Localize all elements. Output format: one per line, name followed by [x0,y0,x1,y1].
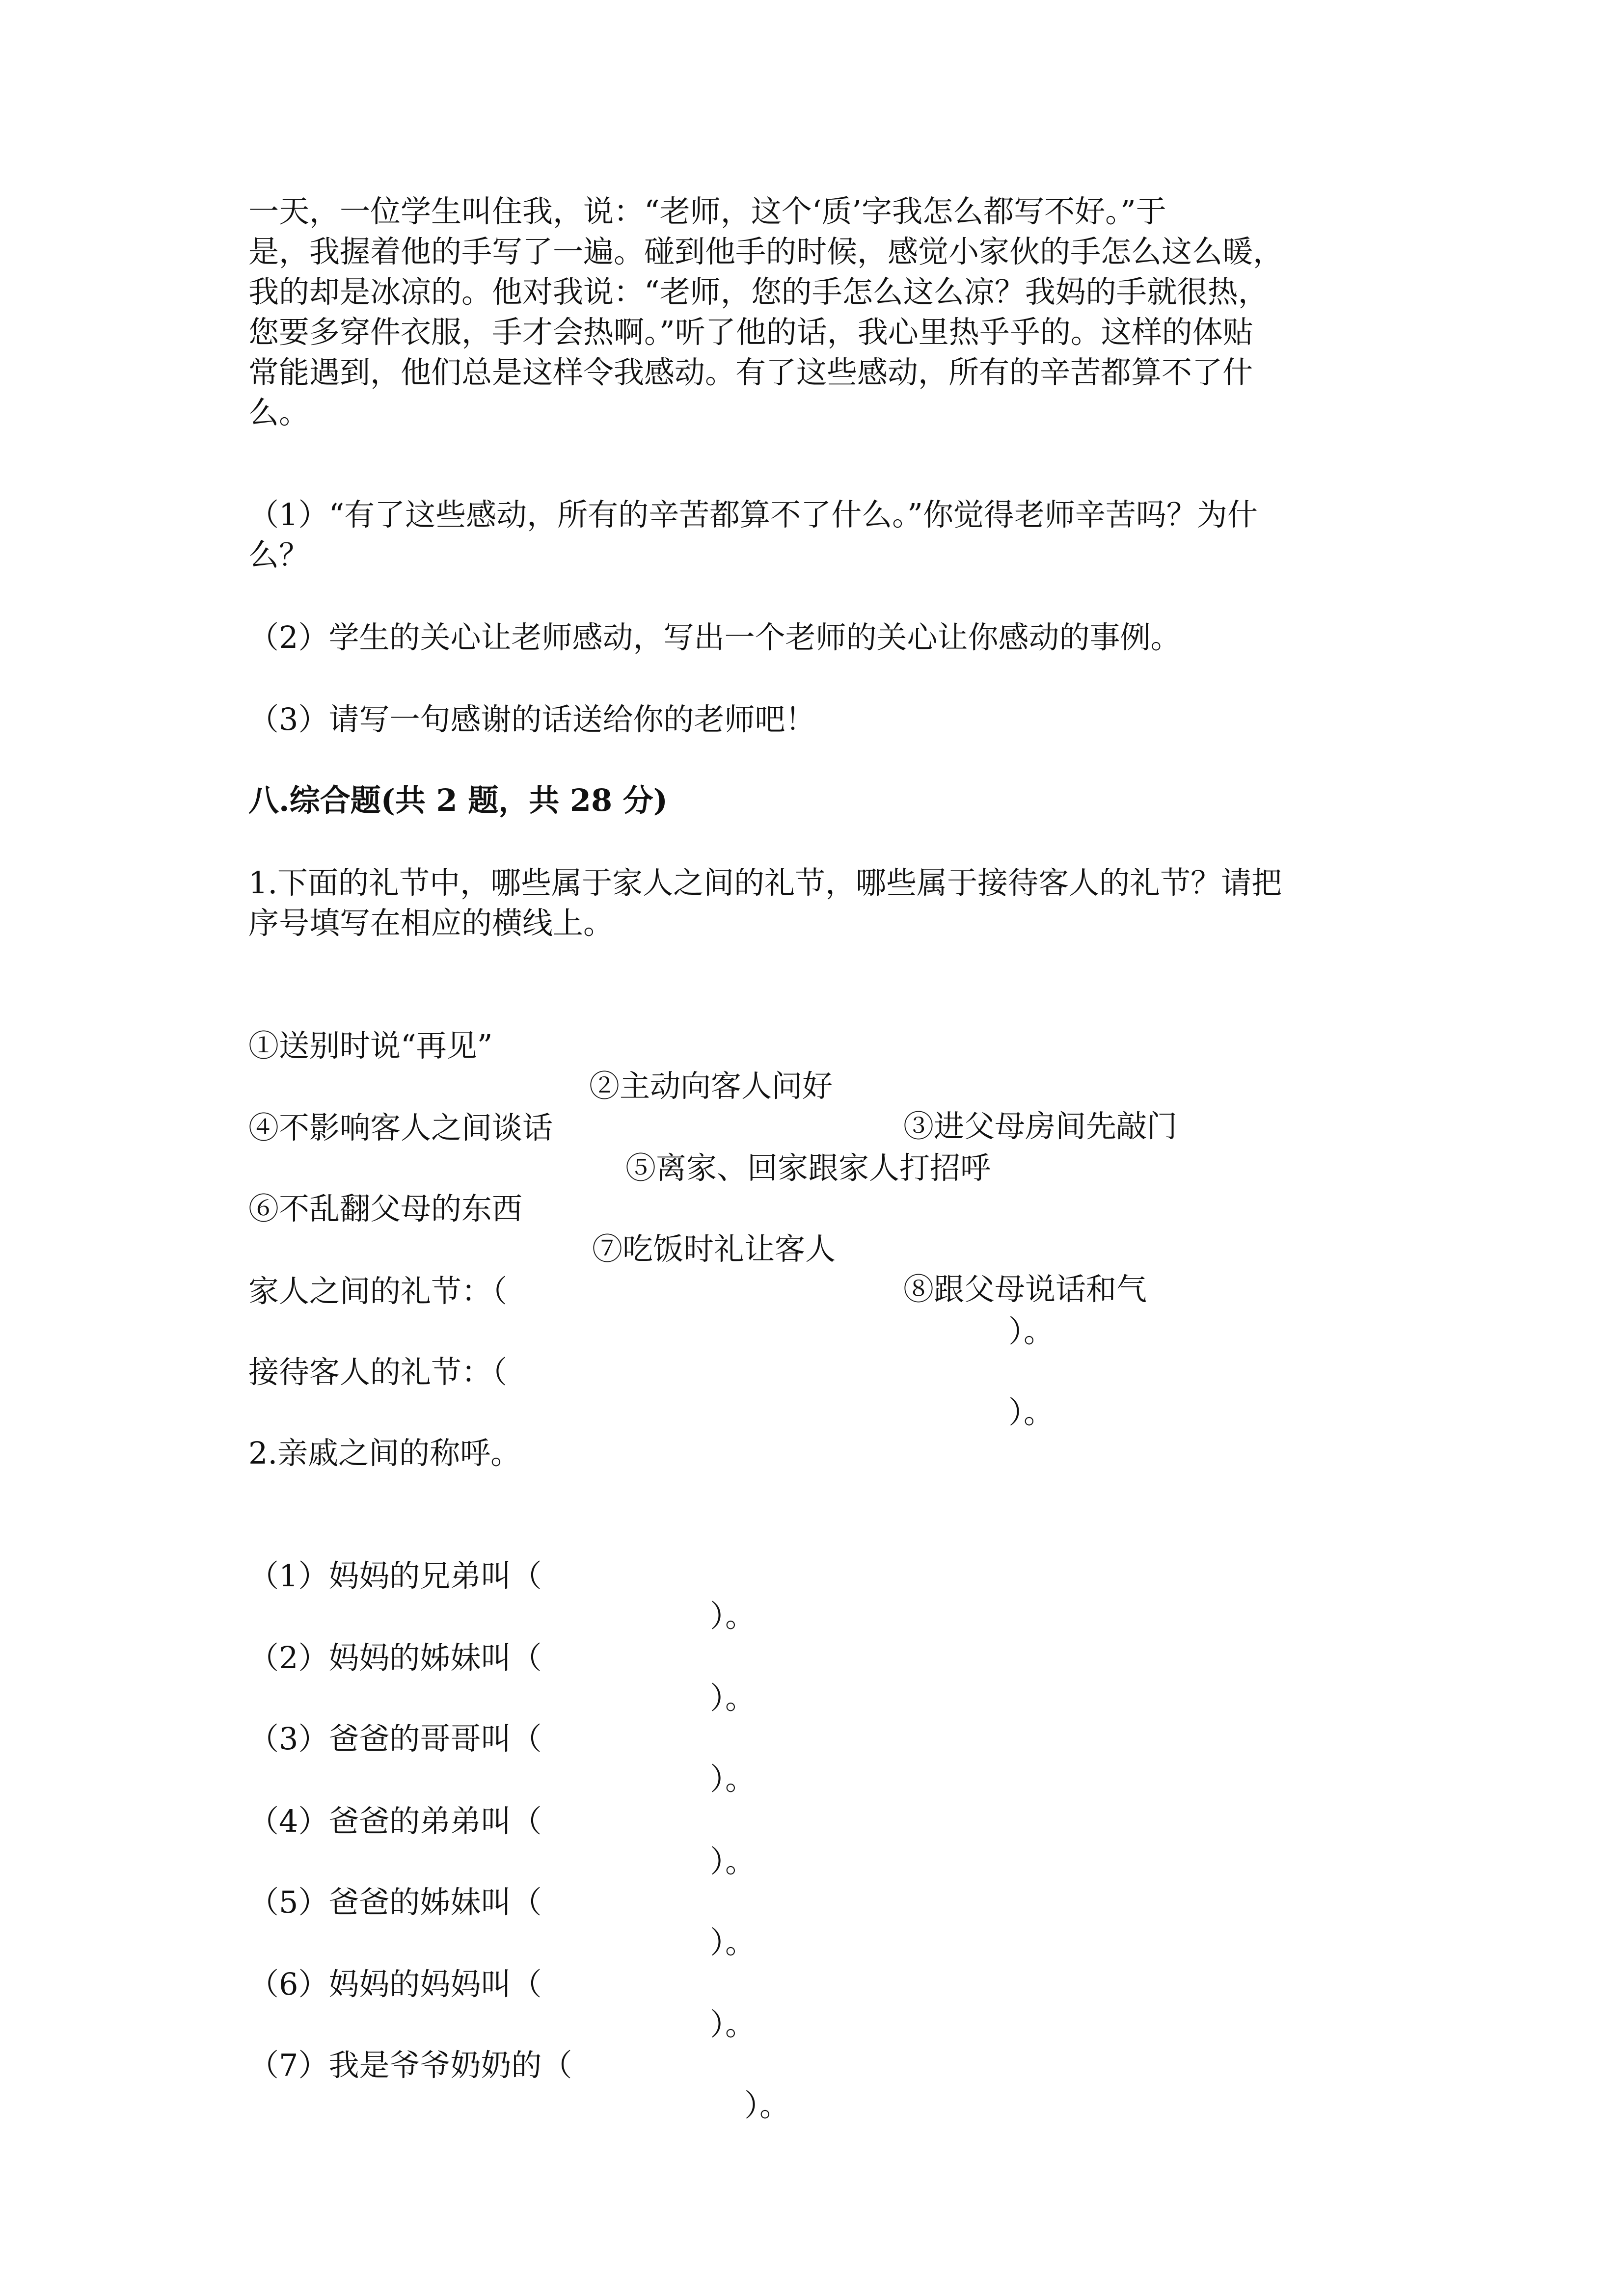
option-item: ⑥不乱翻父母的东西 [248,1191,523,1227]
answer-close: ）。 [1008,1394,1055,1430]
passage-line: 是，我握着他的手写了一遍。碰到他手的时候，感觉小家伙的手怎么这么暖， [248,234,1284,269]
section-heading: 八.综合题(共 2 题，共 28 分) [248,782,668,818]
passage-line: 我的却是冰凉的。他对我说：“老师，您的手怎么这么凉？我妈的手就很热， [248,274,1269,310]
passage-line: 常能遇到，他们总是这样令我感动。有了这些感动，所有的辛苦都算不了什 [248,354,1253,390]
answer-close: ）。 [1008,1313,1055,1349]
reading-passage [248,191,1378,433]
relative-prompt: （2）妈妈的姊妹叫（ [248,1640,542,1676]
option-item: ①送别时说“再见” [248,1028,493,1064]
option-item: ②主动向客人问好 [589,1068,833,1104]
relative-prompt: （3）爸爸的哥哥叫（ [248,1721,542,1757]
problem-2-title: 2.亲戚之间的称呼。 [248,1435,521,1471]
question-1: （1）“有了这些感动，所有的辛苦都算不了什么。”你觉得老师辛苦吗？为什 [248,497,1258,533]
relative-item [248,2005,790,2166]
passage-line: 您要多穿件衣服，手才会热啊。”听了他的话，我心里热乎乎的。这样的体贴 [248,314,1253,350]
passage-line: 么。 [248,395,310,430]
question-3: （3）请写一句感谢的话送给你的老师吧！ [248,701,816,737]
answer-close: ）。 [710,1761,756,1797]
question-2: （2）学生的关心让老师感动，写出一个老师的关心让你感动的事例。 [248,619,1181,655]
problem-1-prompt-cont: 序号填写在相应的横线上。 [248,905,614,941]
option-item: ⑧跟父母说话和气 [903,1271,1147,1307]
relative-prompt: （7）我是爷爷奶奶的（ [248,2047,572,2083]
answer-close: ）。 [744,2087,790,2123]
answer-label: 接待客人的礼节：（ [248,1354,508,1390]
relative-prompt: （5）爸爸的姊妹叫（ [248,1884,542,1920]
answer-close: ）。 [710,2006,756,2042]
question-1-cont: 么？ [248,537,310,573]
option-item: ③进父母房间先敲门 [903,1108,1178,1144]
relative-prompt: （6）妈妈的妈妈叫（ [248,1966,542,2002]
relative-prompt: （4）爸爸的弟弟叫（ [248,1803,542,1839]
answer-label: 家人之间的礼节：（ [248,1273,508,1309]
problem-1-prompt: 1.下面的礼节中，哪些属于家人之间的礼节，哪些属于接待客人的礼节？请把 [248,865,1282,901]
answer-close: ）。 [710,1598,756,1634]
relative-prompt: （1）妈妈的兄弟叫（ [248,1558,542,1594]
option-item: ④不影响客人之间谈话 [248,1110,553,1146]
option-item: ⑤离家、回家跟家人打招呼 [625,1150,991,1186]
passage-line: 一天，一位学生叫住我，说：“老师，这个‘质’字我怎么都写不好。”于 [248,193,1166,229]
answer-close: ）。 [710,1924,756,1960]
option-item: ⑦吃饭时礼让客人 [592,1231,836,1267]
answer-close: ）。 [710,1680,756,1716]
answer-close: ）。 [710,1843,756,1879]
